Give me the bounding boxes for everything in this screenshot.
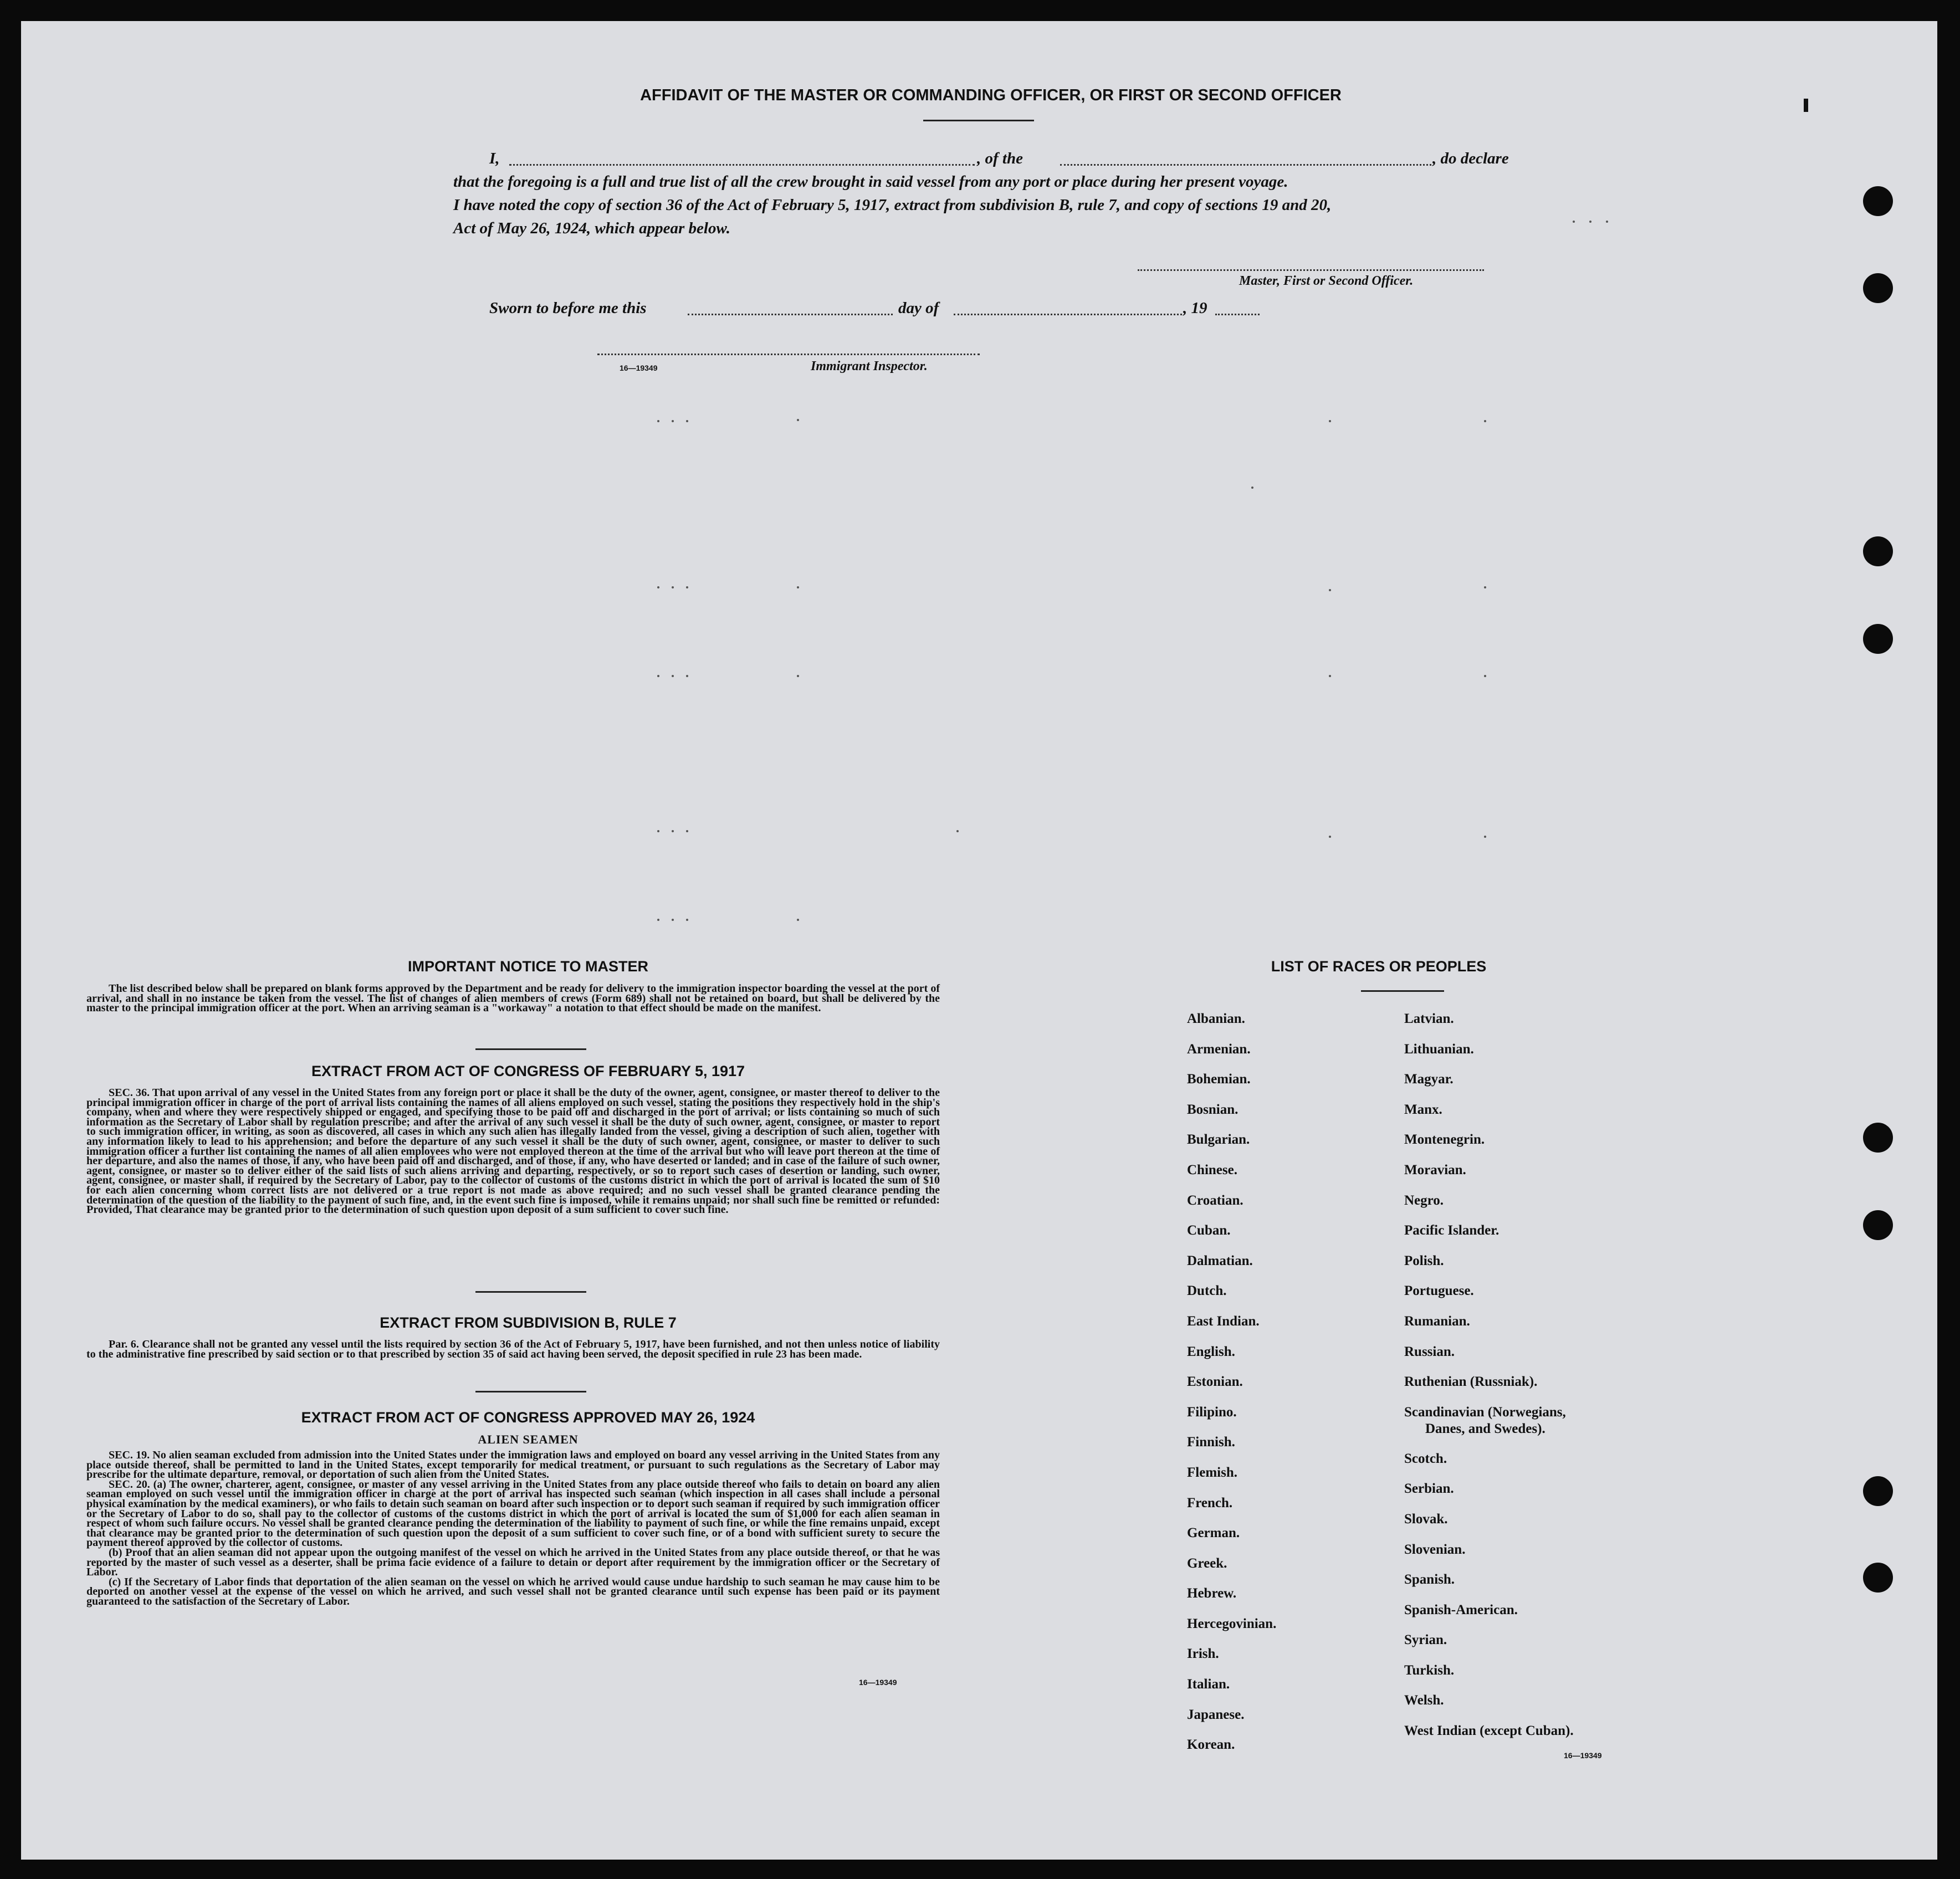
sec-20c-paragraph: (c) If the Secretary of Labor finds that deportation of the alien seaman on the vessel on which he arrived would cause undue hardship to such seaman he may cause him to be deported on another vessel at the expense of the vessel on which he arrived, and such vessel shall not be granted clearance until such expense has been paid or its payment guaranteed to the satisfaction of the Secretary of Labor. bbox=[86, 1575, 940, 1607]
race-item: Korean. bbox=[1187, 1737, 1235, 1753]
race-item: Estonian. bbox=[1187, 1374, 1243, 1390]
stray-dot bbox=[1606, 221, 1608, 223]
race-item: Slovak. bbox=[1404, 1511, 1448, 1527]
sworn-prefix: Sworn to before me this bbox=[489, 299, 647, 317]
section-rule bbox=[475, 1391, 586, 1392]
race-item: Cuban. bbox=[1187, 1223, 1231, 1238]
race-item: Dutch. bbox=[1187, 1283, 1227, 1299]
race-item: Bulgarian. bbox=[1187, 1132, 1250, 1148]
race-item: English. bbox=[1187, 1344, 1235, 1359]
stray-dot bbox=[1251, 487, 1253, 489]
stray-dot bbox=[1329, 836, 1331, 838]
stray-dot bbox=[797, 919, 799, 921]
stray-dot bbox=[797, 419, 799, 421]
notice-paragraph: The list described below shall be prepared on blank forms approved by the Department and be ready for delivery to the immigration inspector boarding the vessel at the port of arrival, and shall in no instance be taken from the vessel. The list of changes of alien members of crews (Form 689) shall not be retained on board, but shall be delivered by the master to the principal immigration officer at the port. When an arriving seaman is a "workaway" a notation to that effect should be made on the manifest. bbox=[86, 982, 940, 1015]
race-item: West Indian (except Cuban). bbox=[1404, 1723, 1574, 1739]
section-rule bbox=[475, 1291, 586, 1293]
punch-hole bbox=[1863, 1210, 1893, 1240]
stray-dot bbox=[657, 919, 659, 921]
race-item: Bohemian. bbox=[1187, 1072, 1251, 1087]
race-item: Finnish. bbox=[1187, 1435, 1235, 1450]
declaration-line-4: Act of May 26, 1924, which appear below. bbox=[453, 219, 730, 237]
signature-label: Master, First or Second Officer. bbox=[1239, 274, 1414, 288]
race-item: Welsh. bbox=[1404, 1693, 1444, 1708]
form-sheet bbox=[21, 21, 1937, 1860]
race-item: Ruthenian (Russniak). bbox=[1404, 1374, 1538, 1390]
race-item: Montenegrin. bbox=[1404, 1132, 1485, 1148]
race-item: Bosnian. bbox=[1187, 1102, 1239, 1117]
notice-title: IMPORTANT NOTICE TO MASTER bbox=[408, 958, 648, 975]
stray-dot bbox=[1484, 836, 1486, 838]
stray-dot bbox=[1484, 675, 1486, 677]
punch-hole bbox=[1863, 1563, 1893, 1593]
do-declare-label: , do declare bbox=[1432, 150, 1509, 167]
race-item: Spanish. bbox=[1404, 1572, 1455, 1588]
stray-dot bbox=[956, 830, 959, 832]
rule7-body bbox=[86, 1340, 940, 1359]
stray-dot bbox=[686, 919, 688, 921]
race-item: Hercegovinian. bbox=[1187, 1616, 1277, 1631]
race-item: Flemish. bbox=[1187, 1465, 1237, 1480]
stray-marks bbox=[21, 21, 1937, 963]
race-item: Turkish. bbox=[1404, 1662, 1455, 1678]
race-item: Albanian. bbox=[1187, 1011, 1245, 1026]
par-6-paragraph: Par. 6. Clearance shall not be granted any vessel until the lists required by section 36 of the Act of February 5, 1917, have been furnished, and not then unless notice of liability to the administrative fine prescribed by said section or to that prescribed by section 35 of said act having been served, the deposit specified in rule 23 has been made. bbox=[86, 1338, 940, 1360]
race-item: Serbian. bbox=[1404, 1481, 1454, 1497]
declaration-line-2: that the foregoing is a full and true list of all the crew brought in said vessel from any port or place during her present voyage. bbox=[453, 173, 1288, 191]
punch-hole bbox=[1863, 1123, 1893, 1153]
race-item: Negro. bbox=[1404, 1192, 1444, 1208]
stray-dot bbox=[1589, 221, 1591, 223]
race-item: Irish. bbox=[1187, 1646, 1219, 1662]
race-item: Japanese. bbox=[1187, 1707, 1245, 1722]
races-form-number: 16—19349 bbox=[1564, 1751, 1602, 1760]
inspector-label: Immigrant Inspector. bbox=[811, 359, 928, 373]
stray-dot bbox=[657, 675, 659, 677]
race-item: Magyar. bbox=[1404, 1072, 1454, 1087]
races-column-1 bbox=[1187, 1004, 1386, 1760]
stray-dot bbox=[1329, 589, 1331, 591]
race-item: Filipino. bbox=[1187, 1404, 1237, 1420]
race-item: Latvian. bbox=[1404, 1011, 1454, 1026]
extract-1924-form-number: 16—19349 bbox=[859, 1678, 897, 1687]
stray-dot bbox=[672, 830, 674, 832]
punch-hole bbox=[1863, 1476, 1893, 1506]
extract-1917-body bbox=[86, 1088, 940, 1215]
stray-dot bbox=[1573, 221, 1575, 223]
race-item: French. bbox=[1187, 1495, 1233, 1511]
rule7-title: EXTRACT FROM SUBDIVISION B, RULE 7 bbox=[380, 1314, 677, 1331]
year-label: , 19 bbox=[1183, 299, 1207, 317]
race-item: Syrian. bbox=[1404, 1632, 1447, 1648]
stray-dot bbox=[1329, 675, 1331, 677]
sec-36-paragraph: SEC. 36. That upon arrival of any vessel in the United States from any foreign port or place it shall be the duty of the owner, agent, consignee, or master thereof to deliver to the principal immigration officer in charge of the port of arrival lists containing the names of all aliens employed on such vessel, stating the positions they respectively hold in the ship's company, when and where they were respectively shipped or engaged, and specifying those to be paid off and discharged in the port of arrival; or lists containing so much of such information as the Secretary of Labor shall by regulation prescribe; and after the arrival of any such vessel it shall be the duty of such owner, agent, consignee, or master to report to such immigration officer, in writing, as soon as discovered, all cases in which any such alien has illegally landed from the vessel, giving a description of such alien, together with any information likely to lead to his apprehension; and before the departure of any such vessel it shall be the duty of such owner, agent, consignee, or master to deliver to such immigration officer a further list containing the names of all alien employees who were not employed thereon at the time of the arrival but who will leave port thereon at the time of her departure, and also the names of those, if any, who have been paid off and discharged, and of those, if any, who have deserted or landed; and in case of the failure of such owner, agent, consignee, or master so to deliver either of the said lists of such aliens arriving and departing, respectively, or so to report such cases of desertion or landing, such owner, agent, consignee, or master shall, if required by the Secretary of Labor, pay to the collector of customs of the customs district in which the port of arrival is located the sum of $10 for each alien concerning whom correct lists are not delivered or a true report is not made as above required; and no such vessel shall be granted clearance pending the determination of the question of the liability to the payment of such fine, and, in the event such fine is imposed, while it remains unpaid; nor shall such fine be remitted or refunded: Provided, That clearance may be granted prior to the determination of such question upon deposit of a sum sufficient to cover such fine. bbox=[86, 1087, 940, 1216]
race-item: Portuguese. bbox=[1404, 1283, 1474, 1299]
stray-dot bbox=[657, 586, 659, 588]
stray-dot bbox=[797, 586, 799, 588]
stray-dot bbox=[672, 675, 674, 677]
day-of-label: day of bbox=[898, 299, 939, 317]
race-item: Moravian. bbox=[1404, 1162, 1466, 1177]
race-item: Russian. bbox=[1404, 1344, 1455, 1359]
stray-dot bbox=[1329, 420, 1331, 422]
sec-20a-paragraph: SEC. 20. (a) The owner, charterer, agent, consignee, or master of any vessel arriving in the United States from any place outside thereof who fails to detain on board any alien seaman employed on such vessel until the immigration officer in charge at the port of arrival has inspected such seaman (which inspection in all cases shall include a personal physical examination by the medical examiners), or who fails to detain such seaman on board after such inspection or to deport such seaman if required by such immigration officer or the Secretary of Labor to do so, shall pay to the collector of customs of the customs district in which the port of arrival is located the sum of $1,000 for each alien seaman in respect of whom such failure occurs. No vessel shall be granted clearance pending the determination of the liability to payment of such fine, or while the fine remains unpaid, except that clearance may be granted prior to the determination of such question upon the deposit of a sum sufficient to cover such fine, or of a bond with sufficient surety to secure the payment thereof approved by the collector of customs. bbox=[86, 1478, 940, 1549]
race-item: Italian. bbox=[1187, 1677, 1230, 1692]
stray-dot bbox=[657, 420, 659, 422]
race-item: Spanish-American. bbox=[1404, 1602, 1518, 1617]
races-title: LIST OF RACES OR PEOPLES bbox=[1271, 958, 1487, 975]
stray-dot bbox=[657, 830, 659, 832]
race-item: Dalmatian. bbox=[1187, 1253, 1253, 1268]
race-item: Manx. bbox=[1404, 1102, 1442, 1117]
race-item: Croatian. bbox=[1187, 1192, 1243, 1208]
race-item: Greek. bbox=[1187, 1555, 1227, 1571]
race-item: Pacific Islander. bbox=[1404, 1223, 1500, 1238]
stray-dot bbox=[672, 586, 674, 588]
declarant-prefix: I, bbox=[489, 150, 500, 167]
stray-dot bbox=[672, 919, 674, 921]
declaration-line-3: I have noted the copy of section 36 of the Act of February 5, 1917, extract from subdivision B, rule 7, and copy of sections 19 and 20, bbox=[453, 196, 1332, 214]
of-the-label: , of the bbox=[977, 150, 1023, 167]
stray-dot bbox=[1484, 420, 1486, 422]
stray-dot bbox=[1484, 586, 1486, 588]
race-item: Chinese. bbox=[1187, 1162, 1237, 1177]
race-item: East Indian. bbox=[1187, 1313, 1260, 1329]
race-item: Danes, and Swedes). bbox=[1425, 1421, 1546, 1436]
stray-dot bbox=[686, 675, 688, 677]
race-item: Scotch. bbox=[1404, 1451, 1447, 1466]
race-item: Armenian. bbox=[1187, 1041, 1251, 1057]
stray-dot bbox=[686, 420, 688, 422]
race-item: Polish. bbox=[1404, 1253, 1444, 1268]
extract-1917-title: EXTRACT FROM ACT OF CONGRESS OF FEBRUARY 5, 1917 bbox=[311, 1063, 745, 1079]
extract-1924-title: EXTRACT FROM ACT OF CONGRESS APPROVED MAY 26, 1924 bbox=[301, 1409, 755, 1426]
sec-20b-paragraph: (b) Proof that an alien seaman did not appear upon the outgoing manifest of the vessel on which he arrived in the United States from any place outside thereof, or that he was reported by the master of such vessel as a deserter, shall be prima facie evidence of a failure to detain or deport after requirement by the immigration officer or the Secretary of Labor. bbox=[86, 1546, 940, 1579]
race-item: Slovenian. bbox=[1404, 1542, 1466, 1557]
race-item: German. bbox=[1187, 1525, 1240, 1541]
stray-dot bbox=[686, 586, 688, 588]
stray-dot bbox=[797, 675, 799, 677]
notice-body bbox=[86, 984, 940, 1013]
affidavit-form-number: 16—19349 bbox=[620, 363, 658, 372]
stray-dot bbox=[672, 420, 674, 422]
stray-dot bbox=[686, 830, 688, 832]
race-item: Scandinavian (Norwegians, bbox=[1404, 1404, 1566, 1420]
race-item: Lithuanian. bbox=[1404, 1041, 1474, 1057]
section-rule bbox=[475, 1048, 586, 1050]
races-column-2 bbox=[1404, 1004, 1737, 1747]
races-title-rule bbox=[1361, 990, 1444, 992]
extract-1924-body bbox=[86, 1451, 940, 1607]
alien-seamen-subtitle: ALIEN SEAMEN bbox=[478, 1432, 579, 1446]
race-item: Hebrew. bbox=[1187, 1586, 1237, 1601]
sec-19-paragraph: SEC. 19. No alien seaman excluded from admission into the United States under the immigration laws and employed on board any vessel arriving in the United States from any place outside thereof, shall be permitted to land in the United States, except temporarily for medical treatment, or pursuant to such regulations as the Secretary of Labor may prescribe for the ultimate departure, removal, or deportation of such alien from the United States. bbox=[86, 1449, 940, 1481]
race-item: Rumanian. bbox=[1404, 1313, 1470, 1329]
affidavit-title: AFFIDAVIT OF THE MASTER OR COMMANDING OFFICER, OR FIRST OR SECOND OFFICER bbox=[640, 86, 1342, 104]
